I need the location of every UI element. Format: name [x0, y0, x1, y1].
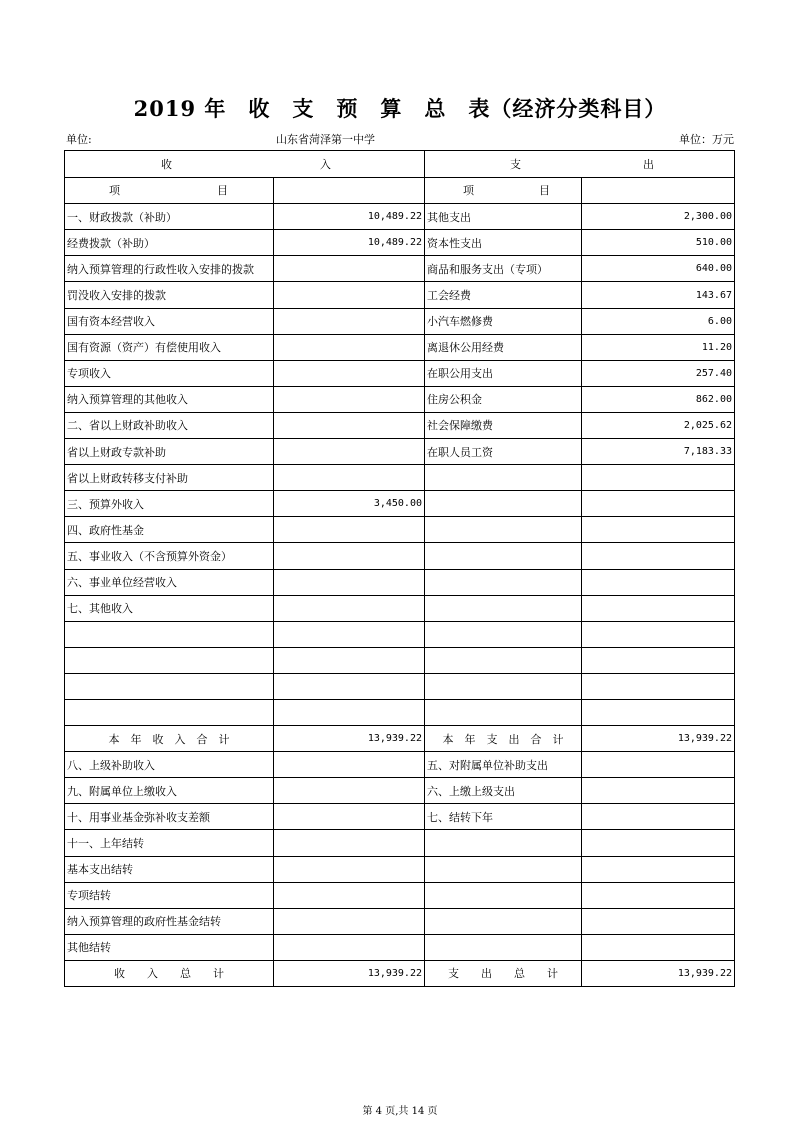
expense-item-label: [425, 465, 582, 491]
expense-amount: [582, 778, 735, 804]
header-band-row: [65, 151, 735, 178]
income-item-label: 九、附属单位上缴收入: [65, 778, 274, 804]
table-row: [65, 908, 735, 934]
expense-amount: 2,025.62: [582, 412, 735, 438]
income-item-label: 三、预算外收入: [65, 491, 274, 517]
table-row: [65, 412, 735, 438]
expense-amount: 510.00: [582, 230, 735, 256]
expense-amount: [582, 804, 735, 830]
expense-amount: 7,183.33: [582, 439, 735, 465]
expense-subtotal-value: 13,939.22: [582, 726, 735, 752]
income-header: [65, 151, 425, 178]
income-item-label: 省以上财政专款补助: [65, 439, 274, 465]
blank-row: [65, 621, 735, 647]
empty-cell: [425, 647, 582, 673]
table-subheader: [66, 131, 734, 147]
income-item-label: 经费拨款（补助）: [65, 230, 274, 256]
income-item-label: 基本支出结转: [65, 856, 274, 882]
income-amount-header: [274, 177, 425, 204]
income-header-char-2: 入: [320, 157, 331, 171]
income-amount: [274, 778, 425, 804]
income-item-label: 一、财政拨款（补助）: [65, 204, 274, 230]
income-item-label: 专项结转: [65, 882, 274, 908]
expense-amount: [582, 882, 735, 908]
expense-item-label: [425, 543, 582, 569]
table-row: [65, 830, 735, 856]
income-item-label: 省以上财政转移支付补助: [65, 465, 274, 491]
expense-item-label: 工会经费: [425, 282, 582, 308]
expense-amount: [582, 830, 735, 856]
expense-subtotal-label: 本 年 支 出 合 计: [425, 726, 582, 752]
expense-item-label: 在职人员工资: [425, 439, 582, 465]
table-row: [65, 360, 735, 386]
income-item-label: 国有资源（资产）有偿使用收入: [65, 334, 274, 360]
income-header-char-1: 收: [161, 157, 172, 171]
table-row: [65, 465, 735, 491]
income-amount: [274, 830, 425, 856]
expense-amount: 143.67: [582, 282, 735, 308]
item-header-char-1: 项: [463, 184, 474, 198]
income-amount: [274, 386, 425, 412]
expense-amount: [582, 856, 735, 882]
income-item-label: 纳入预算管理的政府性基金结转: [65, 908, 274, 934]
income-amount: [274, 517, 425, 543]
page-title: 2019 年 收 支 预 算 总 表（经济分类科目）: [133, 96, 667, 121]
table-row: [65, 439, 735, 465]
grand-total-row: [65, 960, 735, 986]
income-amount: [274, 543, 425, 569]
expense-item-label: 小汽车燃修费: [425, 308, 582, 334]
empty-cell: [274, 647, 425, 673]
table-row: [65, 204, 735, 230]
income-item-label: 纳入预算管理的其他收入: [65, 386, 274, 412]
expense-item-label: [425, 595, 582, 621]
expense-amount: 257.40: [582, 360, 735, 386]
table-row: [65, 882, 735, 908]
empty-cell: [274, 621, 425, 647]
expense-item-label: 社会保障缴费: [425, 412, 582, 438]
expense-amount: [582, 595, 735, 621]
income-amount: [274, 334, 425, 360]
blank-row: [65, 673, 735, 699]
income-item-label: 二、省以上财政补助收入: [65, 412, 274, 438]
expense-amount: [582, 543, 735, 569]
table-row: [65, 256, 735, 282]
expense-item-label: [425, 830, 582, 856]
expense-amount: 6.00: [582, 308, 735, 334]
expense-item-label: 六、上缴上级支出: [425, 778, 582, 804]
empty-cell: [425, 699, 582, 725]
expense-amount: [582, 569, 735, 595]
expense-amount: [582, 465, 735, 491]
table-row: [65, 230, 735, 256]
income-amount: [274, 934, 425, 960]
income-item-label: 十一、上年结转: [65, 830, 274, 856]
income-total-value: 13,939.22: [274, 960, 425, 986]
income-amount: 3,450.00: [274, 491, 425, 517]
table-row: [65, 282, 735, 308]
table-row: [65, 778, 735, 804]
expense-total-label: 支 出 总 计: [425, 960, 582, 986]
income-item-header: [65, 177, 274, 204]
expense-total-value: 13,939.22: [582, 960, 735, 986]
table-row: [65, 308, 735, 334]
income-amount: 10,489.22: [274, 204, 425, 230]
item-header-char-2: 目: [539, 184, 550, 198]
empty-cell: [425, 673, 582, 699]
income-amount: [274, 569, 425, 595]
item-header-char-1: 项: [109, 184, 120, 198]
income-total-label: 收 入 总 计: [65, 960, 274, 986]
income-amount: [274, 412, 425, 438]
table-row: [65, 804, 735, 830]
expense-header-char-2: 出: [643, 157, 654, 171]
expense-item-label: 住房公积金: [425, 386, 582, 412]
income-amount: [274, 282, 425, 308]
income-amount: [274, 465, 425, 491]
budget-table: [64, 150, 735, 987]
income-subtotal-label: 本 年 收 入 合 计: [65, 726, 274, 752]
expense-amount: [582, 934, 735, 960]
income-item-label: 七、其他收入: [65, 595, 274, 621]
income-amount: [274, 804, 425, 830]
expense-item-label: 七、结转下年: [425, 804, 582, 830]
expense-amount: [582, 752, 735, 778]
expense-amount: 862.00: [582, 386, 735, 412]
income-item-label: 其他结转: [65, 934, 274, 960]
expense-item-label: 资本性支出: [425, 230, 582, 256]
empty-cell: [274, 673, 425, 699]
table-row: [65, 934, 735, 960]
empty-cell: [582, 621, 735, 647]
empty-cell: [65, 647, 274, 673]
blank-row: [65, 647, 735, 673]
empty-cell: [425, 621, 582, 647]
expense-item-label: [425, 856, 582, 882]
unit-label: 单位:: [66, 133, 92, 146]
table-row: [65, 517, 735, 543]
table-row: [65, 543, 735, 569]
income-item-label: 国有资本经营收入: [65, 308, 274, 334]
expense-amount: 2,300.00: [582, 204, 735, 230]
income-amount: [274, 752, 425, 778]
table-row: [65, 491, 735, 517]
income-amount: [274, 256, 425, 282]
income-item-label: 五、事业收入（不含预算外资金）: [65, 543, 274, 569]
income-item-label: 十、用事业基金弥补收支差额: [65, 804, 274, 830]
empty-cell: [274, 699, 425, 725]
empty-cell: [582, 673, 735, 699]
income-amount: [274, 308, 425, 334]
income-item-label: 专项收入: [65, 360, 274, 386]
table-row: [65, 386, 735, 412]
income-item-label: 八、上级补助收入: [65, 752, 274, 778]
income-amount: 10,489.22: [274, 230, 425, 256]
income-amount: [274, 360, 425, 386]
income-item-label: 四、政府性基金: [65, 517, 274, 543]
expense-item-label: 五、对附属单位补助支出: [425, 752, 582, 778]
table-row: [65, 595, 735, 621]
income-item-label: 罚没收入安排的拨款: [65, 282, 274, 308]
expense-item-label: [425, 908, 582, 934]
expense-item-label: 在职公用支出: [425, 360, 582, 386]
expense-item-label: [425, 569, 582, 595]
income-amount: [274, 595, 425, 621]
expense-amount: [582, 908, 735, 934]
table-row: [65, 569, 735, 595]
income-amount: [274, 908, 425, 934]
expense-item-label: 离退休公用经费: [425, 334, 582, 360]
income-item-label: 六、事业单位经营收入: [65, 569, 274, 595]
expense-item-label: [425, 934, 582, 960]
empty-cell: [65, 621, 274, 647]
column-header-row: [65, 177, 735, 204]
expense-item-label: 商品和服务支出（专项）: [425, 256, 582, 282]
expense-amount: [582, 491, 735, 517]
table-row: [65, 752, 735, 778]
expense-amount: 11.20: [582, 334, 735, 360]
item-header-char-2: 目: [217, 184, 228, 198]
expense-amount: [582, 517, 735, 543]
page-number: 第 4 页,共 14 页: [362, 1106, 438, 1117]
subtotal-row: [65, 726, 735, 752]
expense-amount-header: [582, 177, 735, 204]
income-subtotal-value: 13,939.22: [274, 726, 425, 752]
income-amount: [274, 439, 425, 465]
table-row: [65, 856, 735, 882]
expense-item-label: [425, 491, 582, 517]
empty-cell: [582, 647, 735, 673]
expense-item-label: 其他支出: [425, 204, 582, 230]
expense-item-header: [425, 177, 582, 204]
income-item-label: 纳入预算管理的行政性收入安排的拨款: [65, 256, 274, 282]
expense-header-char-1: 支: [510, 157, 521, 171]
currency-unit: 单位：万元: [679, 133, 734, 146]
table-row: [65, 334, 735, 360]
income-amount: [274, 856, 425, 882]
expense-item-label: [425, 517, 582, 543]
empty-cell: [65, 673, 274, 699]
expense-item-label: [425, 882, 582, 908]
blank-row: [65, 699, 735, 725]
empty-cell: [65, 699, 274, 725]
income-amount: [274, 882, 425, 908]
expense-amount: 640.00: [582, 256, 735, 282]
empty-cell: [582, 699, 735, 725]
organization-name: 山东省菏泽第一中学: [276, 133, 375, 146]
expense-header: [425, 151, 735, 178]
